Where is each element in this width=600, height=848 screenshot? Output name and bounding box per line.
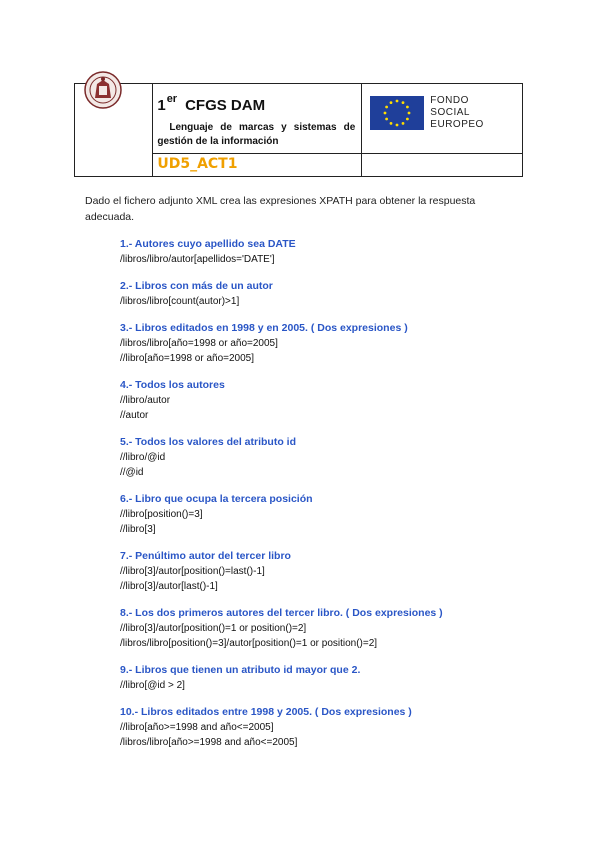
institution-seal-icon [83,70,123,110]
question-item [120,491,540,537]
question-item [120,320,540,366]
course-title [157,93,361,115]
course-number-suffix: er [166,93,178,105]
logo-cell [75,84,153,177]
question-item [120,278,540,309]
eu-flag-icon [370,96,424,130]
xpath-expression: //libro[3]/autor[position()=1 or position()=2] [120,623,307,634]
question-item [120,548,540,594]
xpath-expression: /libros/libro[año=1998 or año=2005] [120,338,278,349]
xpath-expression: //libro[año>=1998 and año<=2005] [120,722,274,733]
question-title: 9.- Libros que tienen un atributo id mayor que 2. [120,664,361,676]
course-number: 1 [157,97,166,114]
empty-cell [362,154,523,177]
question-title: 5.- Todos los valores del atributo id [120,436,296,448]
xpath-expression: //autor [120,410,149,421]
fse-logo [370,95,522,131]
subject-title: Lenguaje de marcas y sistemas de gestión de la información [157,122,356,147]
question-title: 4.- Todos los autores [120,379,225,391]
question-title: 6.- Libro que ocupa la tercera posición [120,493,313,505]
question-title: 10.- Libros editados entre 1998 y 2005. ( Dos expresiones ) [120,706,412,718]
question-item [120,377,540,423]
activity-code: UD5_ACT1 [157,156,238,172]
xpath-expression: //libro[3] [120,524,156,535]
question-title: 3.- Libros editados en 1998 y en 2005. ( Dos expresiones ) [120,322,408,334]
course-name: CFGS DAM [185,97,266,114]
fse-line-3: EUROPEO [430,119,484,130]
xpath-expression: //libro/@id [120,452,166,463]
question-title: 8.- Los dos primeros autores del tercer libro. ( Dos expresiones ) [120,607,443,619]
question-item [120,662,540,693]
fse-cell [362,84,523,154]
question-title: 2.- Libros con más de un autor [120,280,273,292]
question-title: 1.- Autores cuyo apellido sea DATE [120,238,296,250]
xpath-expression: //libro/autor [120,395,171,406]
fse-label [430,95,484,131]
intro-text: Dado el fichero adjunto XML crea las expresiones XPATH para obtener la respuesta adecuada. [85,195,476,223]
question-item [120,704,540,750]
xpath-expression: //libro[@id > 2] [120,680,185,691]
course-cell [153,84,362,154]
xpath-expression: /libros/libro[count(autor)>1] [120,296,240,307]
xpath-expression: //libro[3]/autor[last()-1] [120,581,218,592]
questions-list [120,236,540,761]
question-item [120,605,540,651]
xpath-expression: /libros/libro/autor[apellidos='DATE'] [120,254,275,265]
xpath-expression: //libro[position()=3] [120,509,203,520]
question-item [120,434,540,480]
xpath-expression: //libro[3]/autor[position()=last()-1] [120,566,265,577]
xpath-expression: //libro[año=1998 or año=2005] [120,353,254,364]
activity-cell [153,154,362,177]
question-item [120,236,540,267]
xpath-expression: /libros/libro[año>=1998 and año<=2005] [120,737,298,748]
xpath-expression: //@id [120,467,144,478]
header-table [74,83,523,177]
xpath-expression: /libros/libro[position()=3]/autor[position()=1 or position()=2] [120,638,378,649]
fse-line-2: SOCIAL [430,107,470,118]
question-title: 7.- Penúltimo autor del tercer libro [120,550,291,562]
fse-line-1: FONDO [430,95,469,106]
